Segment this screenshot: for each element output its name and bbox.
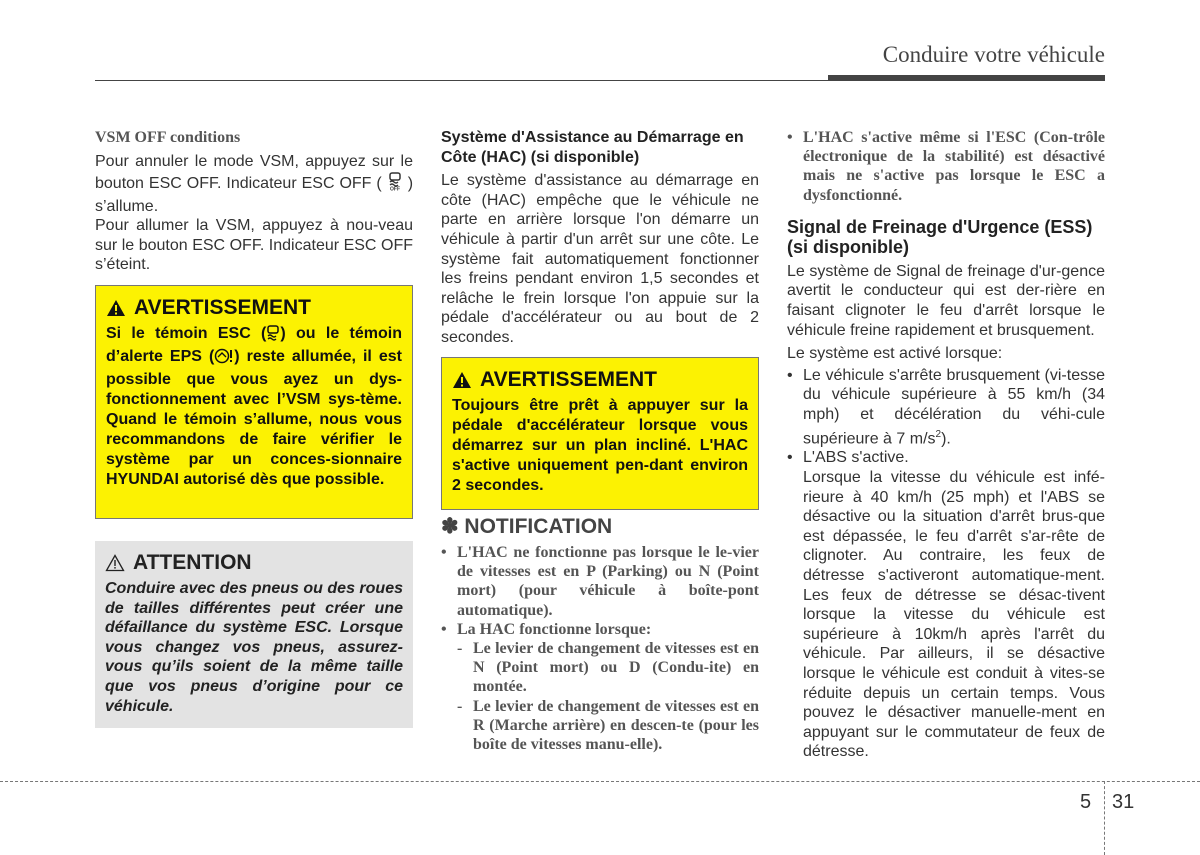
warning-title: AVERTISSEMENT (106, 296, 402, 320)
vsm-heading: VSM OFF conditions (95, 129, 241, 146)
footer-divider (1104, 781, 1105, 855)
warning-triangle-icon (452, 371, 472, 389)
esc-icon (266, 325, 280, 347)
column-middle (441, 128, 759, 754)
attention-triangle-icon (105, 554, 125, 572)
header-rule (95, 80, 835, 81)
page-title: Conduire votre véhicule (882, 42, 1105, 67)
page-number: 31 (1112, 791, 1135, 813)
footer-rule (0, 781, 1200, 782)
ess-heading: Signal de Freinage d'Urgence (ESS) (si disponible) (787, 216, 1093, 258)
notification-list (441, 543, 759, 754)
column-left (95, 128, 414, 715)
attention-text: Conduire avec des pneus ou des roues de tailles différentes peut créer une défaillance du système ESC. Lorsque vous changez vos pneus, assurez-vous qu’ils soient de la même taille que vos pneus d’origine pour ce véhicule. (105, 580, 403, 715)
list-item: • Le véhicule s'arrête brusquement (vi-tesse du véhicule supérieure à 55 km/h (34 mph) et décélération du véhi-cule supérieure à 7 $m/s^2$). (787, 366, 1105, 449)
attention-title: ATTENTION (105, 551, 403, 575)
list-item: • L'HAC s'active même si l'ESC (Con-trôle électronique de la stabilité) est désactivé mais ne s'active pas lorsque le ESC a dysfonctionné. (787, 128, 1105, 205)
ess-paragraph-2: Le système est activé lorsque: (787, 345, 1003, 363)
warning-text: Si le témoin ESC ( ) ou le témoin d’alerte EPS ( ) reste allumée, il est possible que vous ayez un dys-fonctionnement avec l’VSM sys-tème. Quand le témoin s’allume, nous vous recommandons de faire vérifier le système par un conces-sionnaire HYUNDAI autorisé dès que possible. (106, 325, 402, 488)
list-item: • L'HAC ne fonctionne pas lorsque le le-vier de vitesses est en P (Parking) ou N (Point mort) (pour véhicule à boîte-pont automatique). (441, 543, 759, 620)
notification-title: ✽ NOTIFICATION (441, 515, 613, 538)
vsm-paragraph-2: Pour allumer la VSM, appuyez à nou-veau sur le bouton ESC OFF. Indicateur ESC OFF s’éteint. (95, 217, 413, 274)
eps-warning-icon (214, 348, 234, 370)
vsm-paragraph-1: Pour annuler le mode VSM, appuyez sur le bouton ESC OFF. Indicateur ESC OFF ( OFF ) s’allume. (95, 152, 414, 215)
warning-box-esc (95, 285, 413, 519)
warning-box-hac (441, 357, 759, 510)
ess-paragraph-1: Le système de Signal de freinage d'ur-gence avertit le conducteur qui est der-rière en faisant clignoter le feu d'arrêt lorsque le véhicule freine rapidement et brusquement. (787, 262, 1105, 339)
list-item: • L'ABS s'active. Lorsque la vitesse du véhicule est infé-rieure à 40 km/h (25 mph) et l'ABS se désactive ou la situation d'arrêt brus-que est dépassée, le feu d'arrêt s'ar-rête de clignoter. Au contraire, les feux de détresse s'activeront automatique-ment. Les feux de détresse se désac-tivent lorsque la vitesse du véhicule est supérieure à 10km/h après l'arrêt du véhicule. Par ailleurs, il se désactive lorsque le véhicule est conduit à vites-se réduite depuis un certain temps. Vous pouvez le désactiver manuelle-ment en appuyant sur le commutateur de feux de détresse. (787, 448, 1105, 762)
attention-box (95, 541, 413, 728)
sub-list-item: - Le levier de changement de vitesses est en R (Marche arrière) en descen-te (pour les boîte de vitesses manu-elle). (457, 697, 759, 754)
ess-conditions-list (787, 366, 1105, 762)
sub-list-item: - Le levier de changement de vitesses est en N (Point mort) ou D (Condu-ite) en montée. (457, 640, 759, 696)
warning-text: Toujours être prêt à appuyer sur la pédale d'accélérateur lorsque vous démarrez sur un plan incliné. L'HAC s'active uniquement pen-dant environ 2 secondes. (452, 397, 748, 494)
notification-section (441, 514, 759, 754)
hac-description: Le système d'assistance au démarrage en côte (HAC) empêche que le véhicule ne parte en arrière lorsque l'on démarre un véhicule à partir d'un arrêt sur une côte. Le système fait automatiquement fonctionner les freins pendant environ 1,5 secondes et relâche le frein lorsque l'on appuie sur la pédale d'accélérateur ou au bout de 2 secondes. (441, 172, 759, 346)
header-rule-accent (828, 75, 1105, 81)
abs-description: Lorsque la vitesse du véhicule est infé-rieure à 40 km/h (25 mph) et l'ABS se désactive ou la situation d'arrêt brus-que est dépassée, le feu d'arrêt s'ar-rête de clignoter. Au contraire, les feux de détresse s'activeront automatique-ment. Les feux de détresse se désac-tivent lorsque la vitesse du véhicule est supérieure à 10km/h après l'arrêt du véhicule. Par ailleurs, il se désactive lorsque le véhicule est conduit à vites-se réduite depuis un certain temps. Vous pouvez le désactiver manuelle-ment en appuyant sur le commutateur de feux de détresse. (803, 469, 1105, 761)
esc-off-icon (387, 171, 403, 197)
column-right (787, 128, 1105, 762)
chapter-number: 5 (1080, 791, 1092, 813)
list-item: • La HAC fonctionne lorsque: - Le levier de changement de vitesses est en N (Point mort) ou D (Condu-ite) en montée. - Le levier de changement de vitesses est en R (Marche arrière) en descen-te (pour les boîte de vitesses manu-elle). (441, 620, 759, 754)
warning-triangle-icon (106, 299, 126, 317)
warning-title: AVERTISSEMENT (452, 368, 748, 392)
svg-text:OFF: OFF (389, 186, 400, 192)
hac-note-list (787, 128, 1105, 205)
hac-heading: Système d'Assistance au Démarrage en Côte (HAC) (si disponible) (441, 129, 744, 166)
